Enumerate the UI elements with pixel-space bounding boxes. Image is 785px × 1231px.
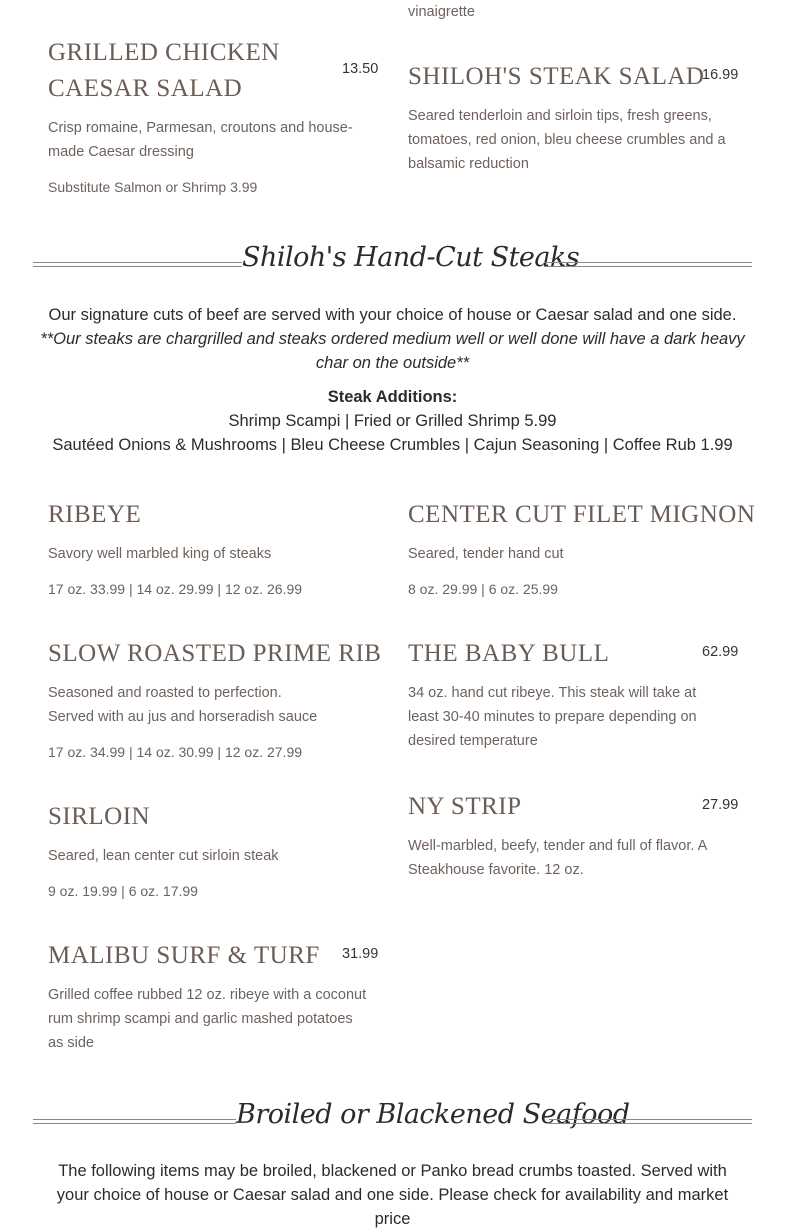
steak-intro (25, 303, 760, 375)
menu-item-surf-turf: MALIBU SURF & TURF (48, 942, 320, 969)
seafood-intro (45, 1159, 740, 1231)
menu-item-ribeye: RIBEYE (48, 501, 142, 528)
item-description (408, 681, 748, 753)
menu-item-sirloin: SIRLOIN (48, 803, 151, 830)
item-sizes: 8 oz. 29.99 | 6 oz. 25.99 (408, 581, 558, 597)
item-description (408, 834, 748, 882)
menu-item-ny-strip: NY STRIP (408, 793, 522, 820)
description-line: desired temperature (408, 733, 538, 749)
steak-additions (25, 385, 760, 457)
description-line: balsamic reduction (408, 156, 529, 172)
item-description (48, 983, 388, 1055)
intro-text: Our signature cuts of beef are served with your choice of house or Caesar salad and one side. (48, 306, 737, 324)
description-line: Served with au jus and horseradish sauce (48, 709, 318, 725)
menu-item-grilled-chicken-caesar (48, 35, 378, 107)
item-sizes: 17 oz. 33.99 | 14 oz. 29.99 | 12 oz. 26.99 (48, 581, 303, 597)
item-description (408, 104, 748, 176)
item-price: 16.99 (702, 67, 739, 83)
item-price: 13.50 (342, 61, 379, 77)
item-sizes: 9 oz. 19.99 | 6 oz. 17.99 (48, 883, 198, 899)
description-line: Seasoned and roasted to perfection. (48, 685, 282, 701)
menu-item-prime-rib: SLOW ROASTED PRIME RIB (48, 640, 382, 667)
additions-line: Shrimp Scampi | Fried or Grilled Shrimp 5.99 (228, 412, 557, 430)
item-description: Seared, lean center cut sirloin steak (48, 848, 279, 864)
section-divider-left (33, 1119, 236, 1124)
description-line: as side (48, 1035, 94, 1051)
description-line: tomatoes, red onion, bleu cheese crumbles and a (408, 132, 726, 148)
item-description (48, 116, 378, 164)
description-line: made Caesar dressing (48, 144, 194, 160)
section-divider-left (33, 262, 242, 267)
item-name: GRILLED CHICKEN (48, 39, 280, 66)
item-price: 31.99 (342, 946, 379, 962)
additions-line: Sautéed Onions & Mushrooms | Bleu Cheese Crumbles | Cajun Seasoning | Coffee Rub 1.99 (52, 436, 733, 454)
item-name: CAESAR SALAD (48, 75, 243, 102)
section-divider-right (549, 1119, 752, 1124)
description-line: 34 oz. hand cut ribeye. This steak will take at (408, 685, 697, 701)
item-substitute: Substitute Salmon or Shrimp 3.99 (48, 179, 258, 195)
description-line: Crisp romaine, Parmesan, croutons and house- (48, 120, 353, 136)
item-price: 27.99 (702, 797, 739, 813)
description-line: Well-marbled, beefy, tender and full of flavor. A (408, 838, 708, 854)
item-description: Seared, tender hand cut (408, 546, 564, 562)
menu-item-steak-salad: SHILOH'S STEAK SALAD (408, 63, 705, 90)
description-line: least 30-40 minutes to prepare depending on (408, 709, 697, 725)
section-title-steaks: Shiloh's Hand-Cut Steaks (242, 242, 580, 273)
partial-description: vinaigrette (408, 4, 475, 20)
intro-text: The following items may be broiled, blackened or Panko bread crumbs toasted. Served with your choice of house or Caesar salad and one side. Please check for availability and market price (56, 1162, 729, 1228)
section-title-seafood: Broiled or Blackened Seafood (236, 1099, 630, 1130)
description-line: Grilled coffee rubbed 12 oz. ribeye with a coconut (48, 987, 367, 1003)
menu-item-baby-bull: THE BABY BULL (408, 640, 610, 667)
section-divider-right (544, 262, 752, 267)
item-description (48, 681, 317, 729)
item-description: Savory well marbled king of steaks (48, 546, 272, 562)
description-line: Seared tenderloin and sirloin tips, fresh greens, (408, 108, 712, 124)
menu-item-filet-mignon: CENTER CUT FILET MIGNON (408, 501, 756, 528)
description-line: rum shrimp scampi and garlic mashed potatoes (48, 1011, 353, 1027)
item-sizes: 17 oz. 34.99 | 14 oz. 30.99 | 12 oz. 27.99 (48, 744, 303, 760)
additions-title: Steak Additions: (327, 388, 458, 406)
description-line: Steakhouse favorite. 12 oz. (408, 862, 584, 878)
intro-note: **Our steaks are chargrilled and steaks ordered medium well or well done will have a dark heavy char on the outside** (40, 330, 745, 372)
item-price: 62.99 (702, 644, 739, 660)
